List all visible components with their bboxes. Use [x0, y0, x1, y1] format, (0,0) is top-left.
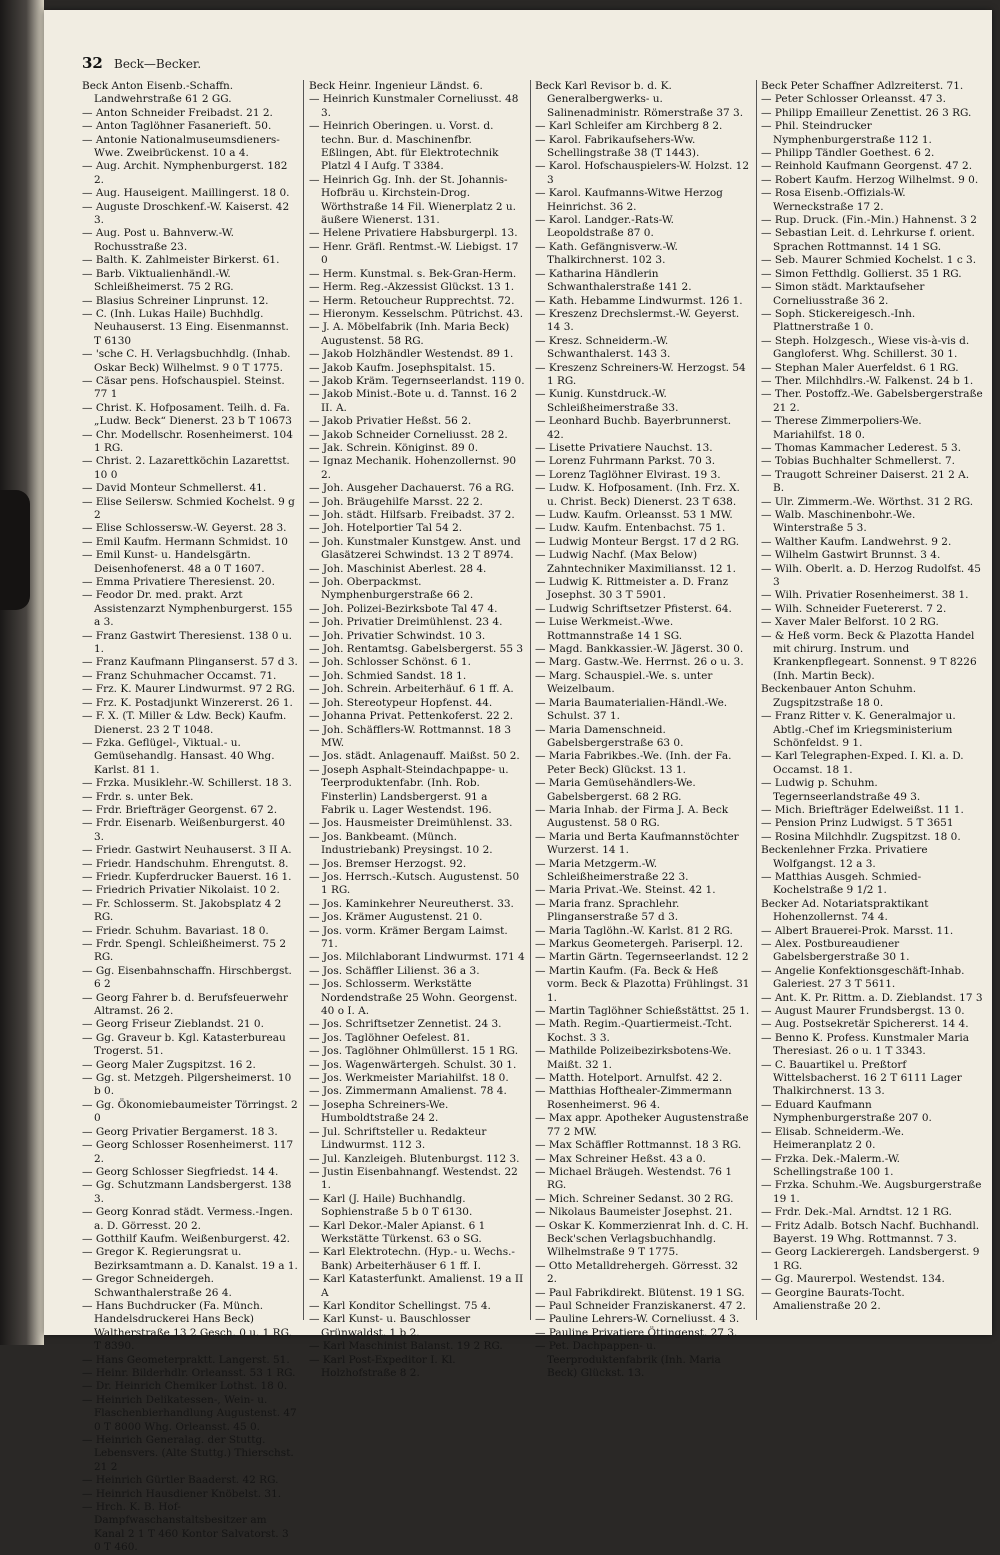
directory-entry: — Heinrich Kunstmaler Corneliusst. 48 3. [309, 93, 519, 119]
column-divider [756, 80, 757, 1320]
directory-entry: — Helene Privatiere Habsburgerpl. 13. [309, 227, 518, 240]
directory-entry: Beck Heinr. Ingenieur Ländst. 6. [309, 80, 483, 92]
column-divider [530, 80, 531, 1320]
directory-entry: — Friedr. Kupferdrucker Bauerst. 16 1. [82, 870, 292, 883]
directory-entry: — Georg Schlosser Siegfriedst. 14 4. [82, 1165, 279, 1178]
directory-entry: — Frz. K. Maurer Lindwurmst. 97 2 RG. [82, 683, 296, 696]
directory-entry: — Joh. Schäfflers-W. Rottmannst. 18 3 MW. [309, 723, 512, 749]
directory-entry: — Justin Eisenbahnangf. Westendst. 22 1. [309, 1165, 518, 1192]
directory-entry: — Johanna Privat. Pettenkoferst. 22 2. [309, 710, 514, 723]
directory-entry: — Ludw. Kaufm. Entenbachst. 75 1. [535, 522, 726, 535]
directory-entry: — Marg. Schauspiel.-We. s. unter Weizelbaum. [535, 669, 713, 696]
directory-entry: — Joh. Rentamtsg. Gabelsbergerst. 55 3 [309, 643, 524, 656]
directory-entry: — Anton Schneider Freibadst. 21 2. [82, 106, 273, 119]
directory-entry: — Frzka. Musiklehr.-W. Schillerst. 18 3. [82, 777, 292, 790]
directory-entry: — Gregor K. Regierungsrat u. Bezirksamtmann a. D. Kanalst. 19 a 1. [82, 1246, 298, 1272]
directory-entry: — Elise Seilersw. Schmied Kochelst. 9 g 2 [82, 495, 295, 521]
page-tab-marker [0, 490, 30, 610]
directory-entry: — Antonie Nationalmuseumsdieners-Wwe. Zweibrückenst. 10 a 4. [82, 133, 280, 160]
directory-entry: — Stephan Maler Auerfeldst. 6 1 RG. [761, 361, 959, 374]
directory-entry: — Aug. Postsekretär Spichererst. 14 4. [761, 1018, 969, 1031]
directory-entry: — Jakob Kaufm. Josephspitalst. 15. [309, 361, 496, 374]
directory-entry: — Ther. Postoffz.-We. Gabelsbergerstraße 21 2. [761, 388, 983, 414]
directory-entry: — Jos. Bankbeamt. (Münch. Industriebank) Preysingst. 10 2. [309, 830, 493, 857]
directory-entry: — Joh. Privatier Schwindst. 10 3. [309, 629, 486, 642]
directory-entry: — Joseph Asphalt-Steindachpappe- u. Teerproduktenfabr. (Inh. Rob. Finsterlin) Landsbergerst. 91 a Fabrik u. Lager Westendst. 196. [309, 763, 509, 816]
directory-entry: — Gg. st. Metzgeh. Pilgersheimerst. 10 b 0. [82, 1072, 292, 1098]
directory-entry: — Rosa Eisenb.-Offizials-W. Werneckstraße 17 2. [761, 187, 906, 213]
directory-entry: Becker Ad. Notariatspraktikant Hohenzollernst. 74 4. [761, 897, 929, 924]
directory-entry: — Karol. Fabrikaufsehers-Ww. Schellingstraße 38 (T 1443). [535, 133, 700, 160]
directory-entry: — Jakob Schneider Corneliusst. 28 2. [309, 428, 508, 441]
directory-entry: — Blasius Schreiner Linprunst. 12. [82, 294, 269, 307]
directory-entry: — Ludwig Schriftsetzer Pfisterst. 64. [535, 602, 732, 615]
directory-entry: — Frz. K. Postadjunkt Winzererst. 26 1. [82, 696, 293, 709]
directory-entry: — Angelie Konfektionsgeschäft-Inhab. Galeriest. 27 3 T 5611. [761, 964, 965, 991]
directory-entry: — Maria franz. Sprachlehr. Plinganserstraße 57 d 3. [535, 897, 680, 924]
directory-entry: — Frdr. Eisenarb. Weißenburgerst. 40 3. [82, 817, 286, 843]
directory-entry: — Traugott Schreiner Daiserst. 21 2 A. B. [761, 468, 970, 495]
directory-entry: — Markus Geometergeh. Pariserpl. 12. [535, 938, 743, 950]
directory-entry: — Karl Maschinist Balanst. 19 2 RG. [309, 1340, 503, 1353]
directory-entry: — Karol. Landger.-Rats-W. Leopoldstraße 87 0. [535, 214, 675, 240]
directory-entry: — Peter Schlosser Orleansst. 47 3. [761, 93, 946, 106]
directory-entry: — Cäsar pens. Hofschauspiel. Steinst. 77 1 [82, 374, 285, 401]
directory-entry: — Max appr. Apotheker Augustenstraße 77 2 MW. [535, 1112, 749, 1138]
directory-entry: — Kath. Hebamme Lindwurmst. 126 1. [535, 294, 743, 307]
directory-entry: — Philipp Emailleur Zenettist. 26 3 RG. [761, 106, 972, 119]
directory-entry: — Friedr. Gastwirt Neuhauserst. 3 II A. [82, 844, 292, 857]
directory-entry: — Ludwig Nachf. (Max Below) Zahntechniker Maximiliansst. 12 1. [535, 549, 736, 575]
directory-entry: — Lisette Privatiere Nauchst. 13. [535, 441, 713, 454]
directory-entry: — Elisab. Schneiderm.-We. Heimeranplatz 2 0. [761, 1125, 905, 1152]
directory-entry: — Christ. K. Hofposament. Teilh. d. Fa. „Ludw. Beck“ Dienerst. 23 b T 10673 [82, 401, 292, 428]
directory-entry: — Joh. Oberpackmst. Nymphenburgerstraße 66 2. [309, 576, 474, 602]
directory-entry: — Joh. Schlosser Schönst. 6 1. [309, 656, 471, 669]
directory-entry: — Pauline Lehrers-W. Corneliusst. 4 3. [535, 1313, 740, 1326]
directory-entry: — Jos. Schäffler Lilienst. 36 a 3. [309, 964, 480, 977]
directory-entry: — Mathilde Polizeibezirksbotens-We. Maißt. 32 1. [535, 1045, 732, 1071]
directory-entry: — Alex. Postbureaudiener Gabelsbergerstraße 30 1. [761, 938, 910, 964]
directory-entry: — Simon Fetthdlg. Gollierst. 35 1 RG. [761, 267, 962, 280]
directory-entry: — Martin Gärtn. Tegernseerlandst. 12 2 [535, 951, 749, 964]
directory-entry: — Maria Inhab. der Firma J. A. Beck Augustenst. 58 0 RG. [535, 803, 729, 830]
directory-entry: — Magd. Bankkassier.-W. Jägerst. 30 0. [535, 643, 744, 656]
directory-entry: — Katharina Händlerin Schwanthalerstraße 141 2. [535, 267, 692, 294]
directory-entry: — Karl Telegraphen-Exped. I. Kl. a. D. Occamst. 18 1. [761, 750, 964, 776]
directory-entry: — Kreszenz Schreiners-W. Herzogst. 54 1 RG. [535, 361, 746, 387]
directory-entry: — Hieronym. Kesselschm. Pütrichst. 43. [309, 307, 524, 320]
directory-entry: — Ther. Milchhdlrs.-W. Falkenst. 24 b 1. [761, 374, 974, 387]
directory-entry: — Georg Lackierergeh. Landsbergerst. 9 1 RG. [761, 1246, 980, 1272]
directory-entry: — Jakob Kräm. Tegernseerlandst. 119 0. [309, 374, 525, 387]
directory-entry: — Hans Buchdrucker (Fa. Münch. Handelsdruckerei Hans Beck) Waltherstraße 13 2 Gesch. 0 u. 1 RG. T 8390. [82, 1299, 292, 1353]
directory-entry: — Anton Taglöhner Fasanerieft. 50. [82, 120, 272, 133]
directory-entry: — Maria Gemüsehändlers-We. Gabelsbergerst. 68 2 RG. [535, 777, 696, 803]
directory-entry: — Barb. Viktualienhändl.-W. Schleißheimerst. 75 2 RG. [82, 267, 234, 294]
directory-entry: — Jakob Privatier Heßst. 56 2. [309, 415, 472, 428]
directory-entry: — Heinr. Bilderhdlr. Orleansst. 53 1 RG. [82, 1367, 296, 1379]
directory-entry: — Gotthilf Kaufm. Weißenburgerst. 42. [82, 1232, 291, 1245]
directory-entry: — Jos. Bremser Herzogst. 92. [309, 857, 467, 870]
directory-entry: — Herm. Kunstmal. s. Bek-Gran-Herm. [309, 267, 517, 280]
directory-entry: — Gregor Schneidergeh. Schwanthalerstraße 26 4. [82, 1273, 232, 1299]
directory-entry: — Joh. städt. Hilfsarb. Freibadst. 37 2. [309, 509, 515, 521]
directory-entry: — Gg. Graveur b. Kgl. Katasterbureau Trogerst. 51. [82, 1031, 286, 1058]
directory-entry: — Dr. Heinrich Chemiker Lothst. 18 0. [82, 1380, 288, 1393]
directory-entry: — Frdr. Dek.-Mal. Arndtst. 12 1 RG. [761, 1206, 952, 1219]
directory-entry: — Joh. Stereotypeur Hopfenst. 44. [309, 696, 493, 709]
directory-entry: — Ludwig Monteur Bergst. 17 d 2 RG. [535, 535, 740, 548]
directory-entry: — 'sche C. H. Verlagsbuchhdlg. (Inhab. Oskar Beck) Wilhelmst. 9 0 T 1775. [82, 348, 291, 374]
directory-entry: — Friedr. Handschuhm. Ehrengutst. 8. [82, 857, 289, 870]
directory-entry: — David Monteur Schmellerst. 41. [82, 482, 267, 495]
directory-entry: — Chr. Modellschr. Rosenheimerst. 104 1 RG. [82, 428, 293, 454]
directory-entry: — Herm. Reg.-Akzessist Glückst. 13 1. [309, 281, 515, 294]
directory-entry: — Emma Privatiere Theresienst. 20. [82, 576, 275, 589]
directory-entry: — Heinrich Gürtler Baaderst. 42 RG. [82, 1474, 279, 1487]
directory-entry: — & Heß vorm. Beck & Plazotta Handel mit chirurg. Instrum. und Krankenpflegeart. Sonnenst. 9 T 8226 (Inh. Martin Beck). [761, 629, 977, 682]
directory-entry: — Maria Taglöhn.-W. Karlst. 81 2 RG. [535, 924, 733, 937]
directory-entry: — Otto Metalldrehergeh. Görresst. 32 2. [535, 1259, 739, 1286]
directory-entry: — Georg Maler Zugspitzst. 16 2. [82, 1058, 256, 1071]
directory-entry: — Karl Dekor.-Maler Apianst. 6 1 Werkstätte Türkenst. 63 o SG. [309, 1219, 486, 1245]
directory-entry: — Paul Fabrikdirekt. Blütenst. 19 1 SG. [535, 1286, 745, 1299]
directory-entry: — Jos. Taglöhner Oefelest. 81. [309, 1031, 470, 1044]
directory-entry: — Wilh. Oberlt. a. D. Herzog Rudolfst. 45 3 [761, 562, 981, 589]
directory-entry: — Herm. Retoucheur Rupprechtst. 72. [309, 294, 515, 307]
directory-entry: — Karl Elektrotechn. (Hyp.- u. Wechs.-Bank) Arbeiterhäuser 6 1 ff. I. [309, 1246, 515, 1272]
directory-entry: — Nikolaus Baumeister Josephst. 21. [535, 1206, 733, 1219]
directory-entry: — Friedrich Privatier Nikolaist. 10 2. [82, 884, 280, 897]
directory-entry: — Jos. Schriftsetzer Zennetist. 24 3. [309, 1018, 502, 1031]
directory-entry: — Kunig. Kunstdruck.-W. Schleißheimerstraße 33. [535, 388, 679, 414]
directory-entry: — Josepha Schreiners-We. Humboldtstraße 24 2. [309, 1098, 449, 1125]
directory-entry: — August Maurer Frundsbergst. 13 0. [761, 1005, 965, 1018]
directory-entry: — Maria Damenschneid. Gabelsbergerstraße 63 0. [535, 723, 684, 749]
directory-entry: — Soph. Stickereigesch.-Inh. Plattnerstraße 1 0. [761, 307, 916, 334]
directory-entry: — Lorenz Taglöhner Elvirast. 19 3. [535, 468, 721, 481]
directory-entry: — Franz Kaufmann Plinganserst. 57 d 3. [82, 656, 298, 669]
directory-entry: — Joh. Schmied Sandst. 18 1. [309, 669, 467, 682]
directory-entry: — Math. Regim.-Quartiermeist.-Tcht. Kochst. 3 3. [535, 1018, 733, 1044]
directory-entry: — Rup. Druck. (Fin.-Min.) Hahnenst. 3 2 [761, 214, 977, 227]
directory-entry: — Joh. Kunstmaler Kunstgew. Anst. und Glasätzerei Schwindst. 13 2 T 8974. [309, 535, 521, 562]
directory-entry: — Karl Post-Expeditor I. Kl. Holzhofstraße 8 2. [309, 1353, 456, 1379]
directory-entry: — Jakob Minist.-Bote u. d. Tannst. 16 2 II. A. [309, 388, 518, 414]
directory-entry: — Paul Schneider Franziskanerst. 47 2. [535, 1299, 746, 1312]
running-head: Beck—Becker. [114, 57, 202, 71]
directory-entry: — Georg Fahrer b. d. Berufsfeuerwehr Altramst. 26 2. [82, 991, 288, 1018]
directory-entry: — Karl Konditor Schellingst. 75 4. [309, 1299, 491, 1312]
column-4 [761, 80, 983, 1320]
directory-entry: — Fritz Adalb. Botsch Nachf. Buchhandl. Bayerst. 19 Whg. Rottmannst. 7 3. [761, 1219, 980, 1245]
directory-entry: — Robert Kaufm. Herzog Wilhelmst. 9 0. [761, 173, 979, 186]
directory-entry: — Jos. vorm. Krämer Bergam Laimst. 71. [309, 924, 508, 950]
directory-entry: — C. (Inh. Lukas Haile) Buchhdlg. Neuhauserst. 13 Eing. Eisenmannst. T 6130 [82, 307, 289, 347]
directory-entry: — Reinhold Kaufmann Georgenst. 47 2. [761, 160, 973, 173]
directory-entry: — Xaver Maler Belforst. 10 2 RG. [761, 616, 939, 629]
directory-entry: — Georg Friseur Zieblandst. 21 0. [82, 1018, 264, 1031]
directory-entry: — Elise Schlossersw.-W. Geyerst. 28 3. [82, 522, 287, 535]
directory-entry: — Aug. Post u. Bahnverw.-W. Rochusstraße 23. [82, 227, 234, 253]
directory-entry: — Frdr. Spengl. Schleißheimerst. 75 2 RG. [82, 938, 287, 964]
column-3 [535, 80, 751, 1379]
directory-entry: — Pet. Dachpappen- u. Teerproduktenfabrik (Inh. Maria Beck) Glückst. 13. [535, 1340, 721, 1379]
directory-entry: — Michael Bräugeh. Westendst. 76 1 RG. [535, 1165, 733, 1192]
directory-entry: — Joh. Polizei-Bezirksbote Tal 47 4. [309, 602, 498, 615]
directory-entry: — Jos. Hausmeister Dreimühlenst. 33. [309, 817, 513, 830]
directory-entry: — Ludw. Kaufm. Orleansst. 53 1 MW. [535, 509, 733, 521]
directory-entry: — Jul. Kanzleigeh. Blutenburgst. 112 3. [309, 1152, 520, 1165]
directory-entry: — Lorenz Fuhrmann Parkst. 70 3. [535, 455, 716, 468]
directory-entry: — Jos. Werkmeister Mariahilfst. 18 0. [309, 1072, 509, 1085]
directory-entry: — Albert Brauerei-Prok. Marsst. 11. [761, 924, 954, 937]
column-2 [309, 80, 525, 1379]
directory-entry: — Wilh. Schneider Fuetererst. 7 2. [761, 602, 947, 615]
directory-entry: — Martin Kaufm. (Fa. Beck & Heß vorm. Beck & Plazotta) Frühlingst. 31 1. [535, 964, 750, 1004]
directory-entry: — Aug. Hauseigent. Maillingerst. 18 0. [82, 187, 290, 200]
directory-entry: — Kreszenz Drechslermst.-W. Geyerst. 14 3. [535, 307, 740, 334]
directory-entry: — Thomas Kammacher Lederest. 5 3. [761, 441, 962, 454]
directory-entry: — Tobias Buchhalter Schmellerst. 7. [761, 455, 955, 468]
directory-entry: — Oskar K. Kommerzienrat Inh. d. C. H. Beck'schen Verlagsbuchhandlg. Wilhelmstraße 9 T 1775. [535, 1219, 749, 1259]
directory-entry: — Luise Werkmeist.-Wwe. Rottmannstraße 14 1 SG. [535, 616, 683, 642]
directory-entry: — Jos. städt. Anlagenauff. Maißst. 50 2. [309, 750, 520, 763]
directory-entry: — C. Bauartikel u. Preßtorf Wittelsbacherst. 16 2 T 6111 Lager Thalkirchnerst. 13 3. [761, 1058, 962, 1098]
directory-entry: Beck Peter Schaffner Adlzreiterst. 71. [761, 80, 964, 92]
directory-entry: — Karl Schleifer am Kirchberg 8 2. [535, 120, 723, 133]
directory-entry: — Georg Privatier Bergamerst. 18 3. [82, 1125, 278, 1138]
directory-entry: — Jos. Schlosserm. Werkstätte Nordendstraße 25 Wohn. Georgenst. 40 o I. A. [309, 978, 518, 1018]
directory-entry: — Gg. Eisenbahnschaffn. Hirschbergst. 6 2 [82, 964, 292, 991]
directory-entry: — Phil. Steindrucker Nymphenburgerstraße 112 1. [761, 120, 932, 146]
directory-entry: — Franz Gastwirt Theresienst. 138 0 u. 1. [82, 629, 292, 656]
column-1 [82, 80, 298, 1554]
directory-entry: — Joh. Ausgeher Dachauerst. 76 a RG. [309, 482, 515, 495]
directory-entry: — Ulr. Zimmerm.-We. Wörthst. 31 2 RG. [761, 495, 974, 508]
directory-entry: — Jos. Krämer Augustenst. 21 0. [309, 911, 483, 924]
directory-entry: — Maria Privat.-We. Steinst. 42 1. [535, 884, 716, 897]
directory-entry: — Wilh. Privatier Rosenheimerst. 38 1. [761, 589, 969, 602]
book-binding [0, 0, 44, 1345]
directory-entry: — Eduard Kaufmann Nymphenburgerstraße 207 0. [761, 1098, 932, 1125]
directory-entry: — Heinrich Gg. Inh. der St. Johannis-Hofbräu u. Kirchstein-Drog. Wörthstraße 14 Fil. Wienerplatz 2 u. äußere Wienerst. 131. [309, 173, 516, 227]
directory-entry: — Martin Taglöhner Schießstättst. 25 1. [535, 1005, 750, 1018]
directory-entry: Beck Anton Eisenb.-Schaffn. Landwehrstraße 61 2 GG. [82, 80, 234, 106]
directory-entry: — Emil Kaufm. Hermann Schmidst. 10 [82, 535, 288, 548]
directory-entry: — Frdr. s. unter Bek. [82, 790, 194, 803]
directory-entry: — Joh. Schrein. Arbeiterhäuf. 6 1 ff. A. [309, 683, 514, 696]
directory-entry: — Marg. Gastw.-We. Herrnst. 26 o u. 3. [535, 656, 744, 669]
directory-entry: — Kresz. Schneiderm.-W. Schwanthalerst. 143 3. [535, 334, 671, 361]
directory-entry: — Pension Prinz Ludwigst. 5 T 3651 [761, 817, 954, 830]
directory-entry: — Hrch. K. B. Hof-Dampfwaschanstaltsbesitzer am Kanal 2 1 T 460 Kontor Salvatorst. 3 0 T 460. [82, 1501, 289, 1554]
directory-entry: — Feodor Dr. med. prakt. Arzt Assistenzarzt Nymphenburgerst. 155 a 3. [82, 589, 293, 629]
directory-entry: — Kath. Gefängnisverw.-W. Thalkirchnerst. 102 3. [535, 240, 678, 267]
page-number: 32 [82, 54, 103, 72]
directory-entry: — Ludw. K. Hofposament. (Inh. Frz. X. u. Christ. Beck) Dienerst. 23 T 638. [535, 482, 740, 508]
directory-entry: — Philipp Tändler Goethest. 6 2. [761, 147, 935, 160]
directory-entry: — Walb. Maschinenbohr.-We. Winterstraße 5 3. [761, 509, 916, 535]
directory-entry: — Joh. Hotelportier Tal 54 2. [309, 522, 463, 535]
directory-entry: — Matthias Hofthealer-Zimmermann Rosenheimerst. 96 4. [535, 1085, 732, 1111]
directory-entry: — Gg. Schutzmann Landsbergerst. 138 3. [82, 1179, 292, 1205]
directory-entry: — Mich. Schreiner Sedanst. 30 2 RG. [535, 1192, 734, 1205]
directory-entry: — Benno K. Profess. Kunstmaler Maria Theresiast. 26 o u. 1 T 3343. [761, 1031, 969, 1058]
directory-entry: — Maria Metzgerm.-W. Schleißheimerstraße 22 3. [535, 857, 689, 883]
directory-entry: — Jakob Holzhändler Westendst. 89 1. [309, 348, 514, 361]
directory-entry: Beckenlehner Frzka. Privatiere Wolfgangst. 12 a 3. [761, 844, 928, 870]
directory-entry: — Leonhard Buchb. Bayerbrunnerst. 42. [535, 415, 732, 441]
directory-entry: — Karl Kunst- u. Bauschlosser Grünwaldst. 1 b 2. [309, 1313, 471, 1339]
directory-entry: — Karl Katasterfunkt. Amalienst. 19 a II A [309, 1273, 524, 1299]
directory-entry: — Georgine Baurats-Tocht. Amalienstraße 20 2. [761, 1286, 905, 1312]
directory-entry: — Fzka. Geflügel-, Viktual.- u. Gemüsehandlg. Hansast. 40 Whg. Karlst. 81 1. [82, 736, 275, 776]
directory-entry: — Heinrich Delikatessen-, Wein- u. Flaschenbierhandlung Augustenst. 47 0 T 8000 Whg. Orleansst. 45 0. [82, 1393, 297, 1433]
directory-entry: Beck Karl Revisor b. d. K. Generalbergwerks- u. Salinenadministr. Römerstraße 37 3. [535, 80, 744, 119]
directory-entry: — Walther Kaufm. Landwehrst. 9 2. [761, 535, 952, 548]
directory-entry: — Maria Fabrikbes.-We. (Inh. der Fa. Peter Beck) Glückst. 13 1. [535, 750, 732, 776]
directory-entry: — Jak. Schrein. Königinst. 89 0. [309, 441, 479, 454]
directory-entry: — Karol. Kaufmanns-Witwe Herzog Heinrichst. 36 2. [535, 187, 723, 213]
directory-entry: — Heinrich Oberingen. u. Vorst. d. techn. Bur. d. Maschinenfbr. Eßlingen, Abt. für Elektrotechnik Platzl 4 I Aufg. T 3384. [309, 120, 499, 173]
directory-entry: — Max Schäffler Rottmannst. 18 3 RG. [535, 1139, 742, 1152]
column-divider [303, 80, 304, 1320]
directory-entry: — Joh. Maschinist Aberlest. 28 4. [309, 562, 487, 575]
directory-entry: — Pauline Privatiere Öttingenst. 27 3. [535, 1326, 738, 1339]
directory-entry: — J. A. Möbelfabrik (Inh. Maria Beck) Augustenst. 58 RG. [309, 321, 510, 347]
directory-entry: — Matth. Hotelport. Arnulfst. 42 2. [535, 1072, 723, 1085]
directory-entry: — Ludwig K. Rittmeister a. D. Franz Josephst. 30 3 T 5901. [535, 576, 729, 602]
directory-entry: — Friedr. Schuhm. Bavariast. 18 0. [82, 924, 269, 937]
directory-entry: — Mich. Briefträger Edelweißst. 11 1. [761, 803, 964, 816]
directory-entry: — Jul. Schriftsteller u. Redakteur Lindwurmst. 112 3. [309, 1125, 487, 1152]
directory-entry: — Therese Zimmerpoliers-We. Mariahilfst. 18 0. [761, 415, 922, 441]
directory-entry: — Franz Schuhmacher Occamst. 71. [82, 669, 277, 682]
directory-entry: — Steph. Holzgesch., Wiese vis-à-vis d. Gangloferst. Whg. Schillerst. 30 1. [761, 334, 970, 361]
directory-entry: — Gg. Maurerpol. Westendst. 134. [761, 1273, 945, 1286]
directory-entry: — Matthias Ausgeh. Schmied-Kochelstraße 9 1/2 1. [761, 870, 922, 897]
directory-entry: — Sebastian Leit. d. Lehrkurse f. orient. Sprachen Rottmannst. 14 1 SG. [761, 227, 975, 253]
directory-page [44, 10, 992, 1554]
directory-entry: — Heinrich Generalag. der Stuttg. Lebensvers. (Alte Stuttg.) Thierschst. 21 2 [82, 1434, 294, 1473]
directory-entry: — Seb. Maurer Schmied Kochelst. 1 c 3. [761, 254, 977, 267]
directory-entry: — Fr. Schlosserm. St. Jakobsplatz 4 2 RG. [82, 897, 282, 924]
directory-entry: — Auguste Droschkenf.-W. Kaiserst. 42 3. [82, 200, 290, 227]
directory-entry: — Emil Kunst- u. Handelsgärtn. Deisenhofenerst. 48 a 0 T 1607. [82, 549, 265, 575]
directory-entry: — Karol. Hofschauspielers-W. Holzst. 12 3 [535, 160, 750, 186]
directory-entry: — Jos. Wagenwärtergeh. Schulst. 30 1. [309, 1058, 517, 1071]
directory-entry: — Joh. Bräugehilfe Marsst. 22 2. [309, 495, 483, 508]
directory-entry: — F. X. (T. Miller & Ldw. Beck) Kaufm. Dienerst. 23 2 T 1048. [82, 710, 287, 736]
directory-entry: — Maria und Berta Kaufmannstöchter Wurzerst. 14 1. [535, 830, 739, 857]
directory-entry: — Ant. K. Pr. Rittm. a. D. Zieblandst. 17 3 [761, 991, 983, 1004]
directory-entry: — Gg. Ökonomiebaumeister Törringst. 2 0 [82, 1098, 298, 1125]
directory-entry: — Karl (J. Haile) Buchhandlg. Sophienstraße 5 b 0 T 6130. [309, 1192, 473, 1219]
directory-entry: — Max Schreiner Heßst. 43 a 0. [535, 1152, 706, 1165]
directory-entry: — Ignaz Mechanik. Hohenzollernst. 90 2. [309, 455, 517, 481]
directory-entry: — Rosina Milchhdlr. Zugspitzst. 18 0. [761, 830, 961, 843]
directory-entry: — Wilhelm Gastwirt Brunnst. 3 4. [761, 549, 941, 562]
directory-entry: Beckenbauer Anton Schuhm. Zugspitzstraße 18 0. [761, 683, 917, 709]
directory-entry: — Maria Baumaterialien-Händl.-We. Schulst. 37 1. [535, 696, 728, 723]
directory-entry: — Heinrich Hausdiener Knöbelst. 31. [82, 1487, 282, 1500]
directory-entry: — Balth. K. Zahlmeister Birkerst. 61. [82, 254, 280, 267]
directory-entry: — Jos. Kaminkehrer Neureutherst. 33. [309, 897, 514, 910]
directory-entry: — Frzka. Dek.-Malerm.-W. Schellingstraße 100 1. [761, 1152, 901, 1178]
directory-entry: — Franz Ritter v. K. Generalmajor u. Abtlg.-Chef im Kriegsministerium Schönfeldst. 9 1. [761, 710, 956, 749]
directory-entry: — Georg Schlosser Rosenheimerst. 117 2. [82, 1139, 294, 1165]
directory-entry: — Christ. 2. Lazarettköchin Lazarettst. 10 0 [82, 455, 290, 481]
directory-entry: — Simon städt. Marktaufseher Corneliusstraße 36 2. [761, 281, 925, 307]
directory-entry: — Jos. Taglöhner Ohlmüllerst. 15 1 RG. [309, 1045, 519, 1058]
directory-entry: — Jos. Zimmermann Amalienst. 78 4. [309, 1085, 507, 1098]
directory-entry: — Aug. Archit. Nymphenburgerst. 182 2. [82, 160, 288, 186]
directory-entry: — Joh. Privatier Dreimühlenst. 23 4. [309, 616, 503, 629]
directory-entry: — Frdr. Briefträger Georgenst. 67 2. [82, 803, 278, 816]
directory-entry: — Jos. Milchlaborant Lindwurmst. 171 4 [309, 951, 525, 964]
directory-entry: — Ludwig p. Schuhm. Tegernseerlandstraße 49 3. [761, 777, 921, 803]
directory-entry: — Henr. Gräfl. Rentmst.-W. Liebigst. 17 0 [309, 240, 519, 267]
directory-entry: — Hans Geometerpraktt. Langerst. 51. [82, 1353, 290, 1366]
directory-entry: — Frzka. Schuhm.-We. Augsburgerstraße 19 1. [761, 1179, 982, 1205]
directory-entry: — Jos. Herrsch.-Kutsch. Augustenst. 50 1 RG. [309, 870, 520, 897]
directory-entry: — Georg Konrad städt. Vermess.-Ingen. a. D. Görresst. 20 2. [82, 1206, 293, 1232]
